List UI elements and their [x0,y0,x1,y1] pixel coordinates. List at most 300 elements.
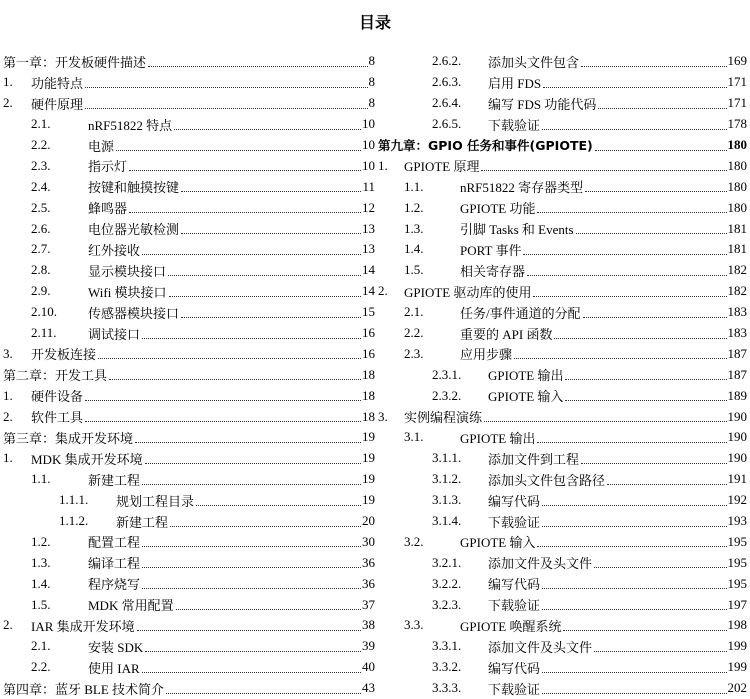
toc-entry[interactable] [378,239,747,260]
toc-leader-dots [98,358,361,359]
toc-entry[interactable] [3,218,375,239]
toc-entry[interactable] [3,552,375,573]
toc-entry-number: 1.3. [404,220,424,236]
toc-entry-number: 2.6.3. [432,74,462,90]
toc-page-number: 20 [362,513,375,529]
toc-entry-number: 1.4. [31,575,51,591]
toc-page-number: 180 [727,157,747,173]
toc-entry-label: 开发板连接 [31,347,97,363]
toc-entry-label: Wifi 模块接口 [88,284,167,300]
toc-page-number: 8 [368,53,375,69]
toc-entry-number: 1.2. [404,199,424,215]
toc-page-number: 12 [362,199,375,215]
toc-entry-label: 引脚 Tasks 和 Events [460,222,574,238]
toc-entry[interactable] [378,343,747,364]
toc-page-number: 199 [727,638,747,654]
toc-leader-dots [542,505,726,506]
toc-page-number: 195 [727,554,747,570]
toc-entry-label: 添加文件到工程 [488,451,580,467]
toc-page-number: 183 [727,304,747,320]
toc-leader-dots [85,421,361,422]
toc-leader-dots [174,129,361,130]
toc-entry[interactable] [378,197,747,218]
toc-entry[interactable] [378,72,747,93]
toc-leader-dots [583,317,727,318]
toc-entry-label: 蜂鸣器 [88,201,128,217]
toc-page-number: 178 [727,116,747,132]
toc-leader-dots [594,651,726,652]
toc-page-number: 169 [727,53,747,69]
toc-leader-dots [137,630,361,631]
toc-leader-dots [196,505,361,506]
toc-entry[interactable] [3,51,375,72]
toc-page-number: 191 [727,471,747,487]
toc-entry-label: 下载验证 [488,117,541,133]
toc-page-number: 18 [362,408,375,424]
toc-entry-number: 2. [3,95,13,111]
toc-page-number: 15 [362,304,375,320]
toc-entry-number: 2. [3,408,13,424]
toc-page-number: 180 [727,199,747,215]
toc-entry-number: 2.2. [404,325,424,341]
toc-entry-label: 编写代码 [488,577,541,593]
toc-leader-dots [85,400,361,401]
toc-entry-number: 1.1.2. [59,513,89,529]
toc-entry-label: GPIOTE 唤醒系统 [460,618,562,634]
toc-entry-number: 3.3.3. [432,680,462,696]
toc-page-number: 183 [727,325,747,341]
toc-entry[interactable] [378,678,747,699]
toc-entry[interactable] [3,448,375,469]
toc-page-number: 39 [362,638,375,654]
toc-entry-label: 相关寄存器 [460,263,526,279]
toc-entry-number: 3.2.2. [432,575,462,591]
toc-entry[interactable] [3,155,375,176]
toc-page-number: 187 [727,366,747,382]
toc-entry[interactable] [378,531,747,552]
toc-entry[interactable] [378,427,747,448]
toc-leader-dots [533,296,726,297]
toc-page-number: 16 [362,345,375,361]
toc-entry-number: 1.2. [31,533,51,549]
toc-entry-label: 添加头文件包含路径 [488,472,606,488]
toc-entry-number: 2.9. [31,283,51,299]
toc-entry[interactable] [378,281,747,302]
toc-entry[interactable] [378,615,747,636]
toc-page-number: 180 [727,178,747,194]
toc-entry-label: GPIOTE 输出 [460,430,536,446]
toc-entry-label: GPIOTE 输入 [460,535,536,551]
toc-entry-number: 2.7. [31,241,51,257]
toc-leader-dots [145,651,361,652]
toc-page-number: 19 [362,450,375,466]
toc-entry[interactable] [378,260,747,281]
toc-leader-dots [142,546,361,547]
toc-entry-label: 重要的 API 函数 [460,326,553,342]
toc-page-number: 182 [727,283,747,299]
toc-entry-number: 1.1.1. [59,492,89,508]
toc-leader-dots [581,66,726,67]
toc-entry[interactable] [378,155,747,176]
toc-page-number: 19 [362,471,375,487]
toc-entry-number: 2. [3,617,13,633]
toc-entry-label: 显示模块接口 [88,263,167,279]
toc-entry-label: 配置工程 [88,535,141,551]
toc-entry-number: 3.1.4. [432,513,462,529]
toc-entry-label: GPIOTE 原理 [404,159,480,175]
toc-page-number: 195 [727,533,747,549]
toc-leader-dots [142,567,361,568]
toc-leader-dots [537,546,726,547]
toc-entry-label: 程序烧写 [88,577,141,593]
toc-leader-dots [166,693,361,694]
toc-page-number: 14 [362,262,375,278]
toc-entry-number: 1.3. [31,554,51,570]
toc-entry-label: 功能特点 [31,75,84,91]
toc-page-number: 181 [727,220,747,236]
toc-page-number: 19 [362,429,375,445]
toc-leader-dots [607,484,726,485]
toc-entry-number: 2.3.2. [432,387,462,403]
toc-entry-number: 2.5. [31,199,51,215]
toc-left-column [3,51,375,699]
toc-entry[interactable] [3,281,375,302]
toc-leader-dots [542,129,726,130]
toc-entry-label: 应用步骤 [460,347,513,363]
toc-entry[interactable] [378,114,747,135]
toc-entry-number: 1.1. [31,471,51,487]
toc-leader-dots [523,254,726,255]
toc-entry-label: 添加文件及头文件 [488,639,593,655]
toc-leader-dots [142,588,361,589]
toc-page-number: 8 [368,95,375,111]
toc-entry[interactable] [3,385,375,406]
toc-entry-label: 添加头文件包含 [488,54,580,70]
toc-entry-label: 下载验证 [488,598,541,614]
toc-entry-number: 2.6.4. [432,95,462,111]
toc-leader-dots [542,526,726,527]
toc-entry[interactable] [378,135,747,156]
toc-entry-label: 电源 [88,138,115,154]
toc-leader-dots [116,150,361,151]
toc-leader-dots [181,317,361,318]
toc-entry-number: 2.2. [31,137,51,152]
toc-entry[interactable] [378,302,747,323]
toc-entry-label: 指示灯 [88,159,128,175]
toc-leader-dots [537,212,726,213]
toc-page-number: 197 [727,596,747,612]
toc-leader-dots [554,338,726,339]
toc-page-number: 182 [727,262,747,278]
toc-entry-label: GPIOTE 驱动库的使用 [404,284,532,300]
toc-page-number: 198 [727,617,747,633]
toc-entry-number: 2.1. [31,638,51,654]
toc-entry-label: 编写 FDS 功能代码 [488,96,597,112]
toc-entry-number: 1. [3,450,13,466]
toc-entry-number: 1. [378,157,388,173]
toc-page-number: 10 [362,157,375,173]
toc-entry[interactable] [3,343,375,364]
toc-entry[interactable] [378,218,747,239]
toc-entry[interactable] [3,678,375,699]
toc-entry-label: 规划工程目录 [116,493,195,509]
toc-leader-dots [148,66,367,67]
toc-page-number: 193 [727,513,747,529]
toc-page-number: 14 [362,283,375,299]
toc-entry-number: 3. [378,408,388,424]
toc-entry-label: GPIOTE 输出 [488,368,564,384]
toc-entry-label: 编写代码 [488,660,541,676]
toc-leader-dots [563,630,726,631]
toc-entry[interactable] [3,573,375,594]
toc-leader-dots [142,254,361,255]
toc-entry-label: 第二章：开发工具 [3,368,108,384]
toc-page-number: 180 [727,137,747,152]
toc-page-number: 190 [727,450,747,466]
toc-leader-dots [537,442,726,443]
toc-entry-label: 调试接口 [88,326,141,342]
toc-entry-number: 2.8. [31,262,51,278]
toc-leader-dots [542,693,726,694]
toc-page-number: 13 [362,220,375,236]
toc-entry-number: 2.3. [404,345,424,361]
toc-entry[interactable] [3,323,375,344]
toc-entry[interactable] [3,176,375,197]
toc-page-number: 192 [727,492,747,508]
toc-entry-number: 3.1.3. [432,492,462,508]
toc-leader-dots [129,170,361,171]
toc-leader-dots [481,170,726,171]
toc-entry-number: 3.3.2. [432,659,462,675]
toc-entry-number: 1.5. [31,596,51,612]
toc-entry-label: 启用 FDS [488,75,542,91]
toc-leader-dots [542,609,726,610]
toc-leader-dots [576,233,727,234]
toc-entry-number: 3.1. [404,429,424,445]
toc-page-number: 36 [362,575,375,591]
toc-entry-number: 2.6. [31,220,51,236]
toc-entry[interactable] [3,197,375,218]
toc-leader-dots [85,87,367,88]
toc-entry-label: 编写代码 [488,493,541,509]
toc-page-number: 37 [362,596,375,612]
toc-page-number: 30 [362,533,375,549]
toc-entry-number: 1.5. [404,262,424,278]
toc-entry[interactable] [3,114,375,135]
toc-entry-number: 3.1.1. [432,450,462,466]
toc-page-number: 199 [727,659,747,675]
toc-entry-number: 2.10. [31,304,57,320]
toc-entry-number: 1.4. [404,241,424,257]
toc-page-number: 13 [362,241,375,257]
toc-page-number: 187 [727,345,747,361]
toc-entry-label: 实例编程演练 [404,410,483,426]
toc-page-number: 10 [362,137,375,152]
toc-leader-dots [176,609,361,610]
toc-entry-number: 2.6.5. [432,116,462,132]
toc-page-number: 19 [362,492,375,508]
toc-entry-label: 使用 IAR [88,660,140,676]
toc-entry[interactable] [378,469,747,490]
toc-entry[interactable] [3,531,375,552]
toc-entry-number: 1. [3,387,13,403]
toc-entry-label: 新建工程 [88,472,141,488]
toc-entry-number: 2. [378,283,388,299]
toc-entry[interactable] [378,657,747,678]
toc-leader-dots [543,87,726,88]
toc-leader-dots [581,463,726,464]
toc-leader-dots [527,275,726,276]
toc-page-number: 190 [727,429,747,445]
toc-entry[interactable] [3,364,375,385]
toc-entry-label: 新建工程 [116,514,169,530]
toc-entry-number: 2.6.2. [432,53,462,69]
toc-entry-label: 电位器光敏检测 [88,222,180,238]
toc-page-number: 36 [362,554,375,570]
toc-entry-number: 1. [3,74,13,90]
toc-entry-label: 添加文件及头文件 [488,556,593,572]
toc-entry-number: 2.1. [404,304,424,320]
toc-leader-dots [169,296,361,297]
toc-entry-label: 下载验证 [488,681,541,697]
toc-entry-label: 下载验证 [488,514,541,530]
toc-leader-dots [585,191,726,192]
toc-leader-dots [484,421,726,422]
toc-entry-number: 3.3.1. [432,638,462,654]
toc-leader-dots [565,400,726,401]
toc-entry-label: nRF51822 寄存器类型 [460,180,584,196]
toc-entry-label: 第三章：集成开发环境 [3,430,134,446]
toc-entry[interactable] [3,594,375,615]
toc-page-number: 38 [362,617,375,633]
toc-entry[interactable] [378,490,747,511]
toc-entry[interactable] [378,552,747,573]
toc-leader-dots [594,567,726,568]
toc-entry[interactable] [3,511,375,532]
toc-page-number: 18 [362,387,375,403]
toc-entry-number: 3. [3,345,13,361]
toc-entry[interactable] [378,511,747,532]
toc-page-number: 195 [727,575,747,591]
toc-entry-number: 3.2. [404,533,424,549]
toc-page-number: 202 [727,680,747,696]
toc-entry[interactable] [3,427,375,448]
toc-leader-dots [142,484,361,485]
toc-entry[interactable] [378,176,747,197]
toc-entry-label: 安装 SDK [88,639,144,655]
toc-entry-label: MDK 集成开发环境 [31,451,143,467]
toc-entry-number: 2.3. [31,157,51,173]
toc-leader-dots [595,150,727,151]
toc-entry[interactable] [3,302,375,323]
toc-entry[interactable] [378,364,747,385]
toc-page-number: 171 [727,74,747,90]
toc-entry[interactable] [378,573,747,594]
toc-entry[interactable] [3,615,375,636]
toc-entry-label: GPIOTE 功能 [460,201,536,217]
toc-entry[interactable] [378,448,747,469]
toc-entry[interactable] [378,385,747,406]
toc-right-column [378,51,747,699]
toc-entry[interactable] [3,636,375,657]
toc-leader-dots [542,588,726,589]
toc-entry-label: 按键和触摸按键 [88,180,180,196]
toc-entry-label: 硬件原理 [31,96,84,112]
toc-entry-label: 第九章：GPIO 任务和事件(GPIOTE) [378,138,593,153]
toc-entry-label: 红外接收 [88,242,141,258]
toc-leader-dots [129,212,361,213]
toc-entry[interactable] [378,323,747,344]
toc-leader-dots [168,275,361,276]
toc-entry-label: GPIOTE 输入 [488,389,564,405]
toc-leader-dots [142,672,361,673]
toc-entry-label: 硬件设备 [31,389,84,405]
toc-entry[interactable] [3,490,375,511]
toc-entry-number: 1.1. [404,178,424,194]
toc-entry[interactable] [3,72,375,93]
toc-page-number: 16 [362,325,375,341]
toc-leader-dots [135,442,361,443]
toc-entry-label: nRF51822 特点 [88,117,173,133]
toc-page-number: 40 [362,659,375,675]
toc-leader-dots [109,379,361,380]
toc-page-number: 11 [362,178,375,194]
toc-leader-dots [145,463,361,464]
toc-entry-number: 2.3.1. [432,366,462,382]
toc-entry-number: 3.2.1. [432,554,462,570]
toc-leader-dots [170,526,361,527]
toc-entry[interactable] [3,239,375,260]
toc-entry-label: 第一章：开发板硬件描述 [3,54,147,70]
toc-entry[interactable] [3,469,375,490]
toc-entry[interactable] [378,51,747,72]
toc-entry-label: 软件工具 [31,410,84,426]
toc-entry[interactable] [378,406,747,427]
toc-page-number: 10 [362,116,375,132]
toc-entry[interactable] [3,657,375,678]
toc-leader-dots [598,108,726,109]
toc-page-number: 43 [362,680,375,696]
toc-leader-dots [142,338,361,339]
toc-leader-dots [514,358,726,359]
toc-page-number: 18 [362,366,375,382]
toc-entry-label: PORT 事件 [460,242,522,258]
toc-entry[interactable] [3,93,375,114]
toc-entry[interactable] [378,594,747,615]
toc-entry[interactable] [3,135,375,156]
toc-entry-number: 2.4. [31,178,51,194]
toc-entry-number: 2.1. [31,116,51,132]
toc-entry[interactable] [3,406,375,427]
toc-entry-number: 3.3. [404,617,424,633]
toc-entry-number: 3.2.3. [432,596,462,612]
toc-page-number: 8 [368,74,375,90]
toc-page-number: 190 [727,408,747,424]
toc-entry[interactable] [378,636,747,657]
toc-page-number: 171 [727,95,747,111]
toc-leader-dots [181,191,361,192]
toc-entry[interactable] [3,260,375,281]
toc-page-number: 181 [727,241,747,257]
toc-leader-dots [181,233,361,234]
toc-entry-number: 2.11. [31,325,57,341]
toc-entry-label: 任务/事件通道的分配 [460,305,581,321]
toc-entry-label: 编译工程 [88,556,141,572]
toc-page-number: 189 [727,387,747,403]
toc-entry-label: MDK 常用配置 [88,598,174,614]
toc-entry[interactable] [378,93,747,114]
toc-entry-label: 传感器模块接口 [88,305,180,321]
